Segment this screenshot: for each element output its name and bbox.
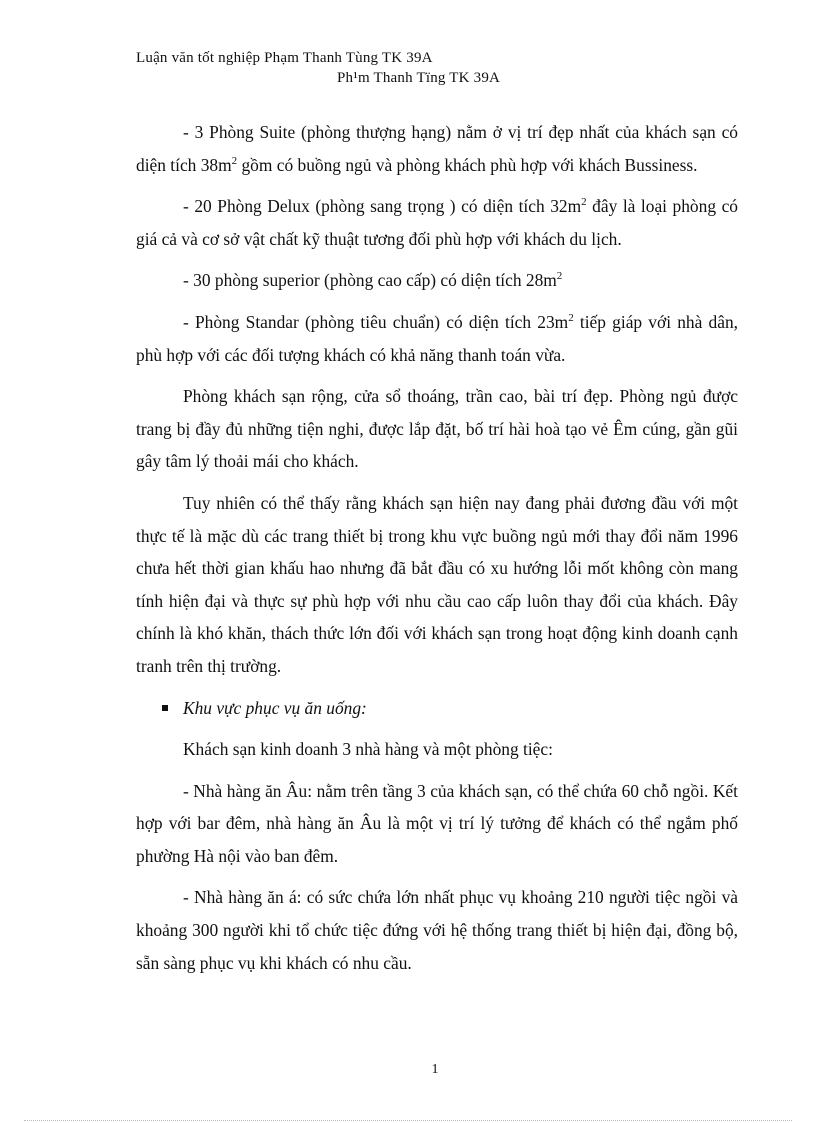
page-header-title: Luận văn tốt nghiệp Phạm Thanh Tùng TK 39A xyxy=(136,50,433,66)
bullet-dining-area: Khu vực phục vụ ăn uống: xyxy=(136,692,738,725)
paragraph-delux-rooms: - 20 Phòng Delux (phòng sang trọng ) có diện tích $32m^2$ đây là loại phòng có giá cả và cơ sở vật chất kỹ thuật tương đối phù hợp với khách du lịch. xyxy=(136,196,738,249)
document-body xyxy=(136,116,738,988)
paragraph-room-description: Phòng khách sạn rộng, cửa sổ thoáng, trần cao, bài trí đẹp. Phòng ngủ được trang bị đầy đủ những tiện nghi, được lắp đặt, bố trí hài hoà tạo vẻ Êm cúng, gần gũi gây tâm lý thoải mái cho khách. xyxy=(136,386,738,472)
square-bullet-icon xyxy=(162,705,168,711)
page-bottom-divider xyxy=(24,1120,792,1121)
paragraph-superior-rooms: - 30 phòng superior (phòng cao cấp) có diện tích $28m^2$ xyxy=(183,270,563,291)
page-number: 1 xyxy=(431,1062,439,1077)
paragraph-european-restaurant: - Nhà hàng ăn Âu: nằm trên tầng 3 của khách sạn, có thể chứa 60 chỗ ngồi. Kết hợp với bar đêm, nhà hàng ăn Âu là một vị trí lý tưởng để khách có thể ngắm phố phường Hà nội vào ban đêm. xyxy=(136,780,738,866)
paragraph-standard-rooms: - Phòng Standar (phòng tiêu chuẩn) có diện tích $23m^2$ tiếp giáp với nhà dân, phù hợp với các đối tượng khách có khả năng thanh toán vừa. xyxy=(136,311,738,365)
page-header-subtitle: Ph¹m Thanh Tïng TK 39A xyxy=(337,70,501,86)
paragraph-challenges: Tuy nhiên có thể thấy rằng khách sạn hiện nay đang phải đương đầu với một thực tế là mặc dù các trang thiết bị trong khu vực buồng ngủ mới thay đổi năm 1996 chưa hết thời gian khấu hao nhưng đã bắt đầu có xu hướng lỗi mốt không còn mang tính hiện đại và thực sự phù hợp với nhu cầu cao cấp luôn thay đổi của khách. Đây chính là khó khăn, thách thức lớn đối với khách sạn trong hoạt động kinh doanh cạnh tranh trên thị trường. xyxy=(136,492,738,676)
paragraph-suite-rooms: - 3 Phòng Suite (phòng thượng hạng) nằm ở vị trí đẹp nhất của khách sạn có diện tích $38m^2$ gồm có buồng ngủ và phòng khách phù hợp với khách Bussiness. xyxy=(136,122,738,175)
paragraph-restaurants-intro: Khách sạn kinh doanh 3 nhà hàng và một phòng tiệc: xyxy=(183,739,553,760)
paragraph-asian-restaurant: - Nhà hàng ăn á: có sức chứa lớn nhất phục vụ khoảng 210 người tiệc ngồi và khoảng 300 người khi tổ chức tiệc đứng với hệ thống trang thiết bị hiện đại, đồng bộ, sẵn sàng phục vụ khi khách có nhu cầu. xyxy=(136,887,738,973)
